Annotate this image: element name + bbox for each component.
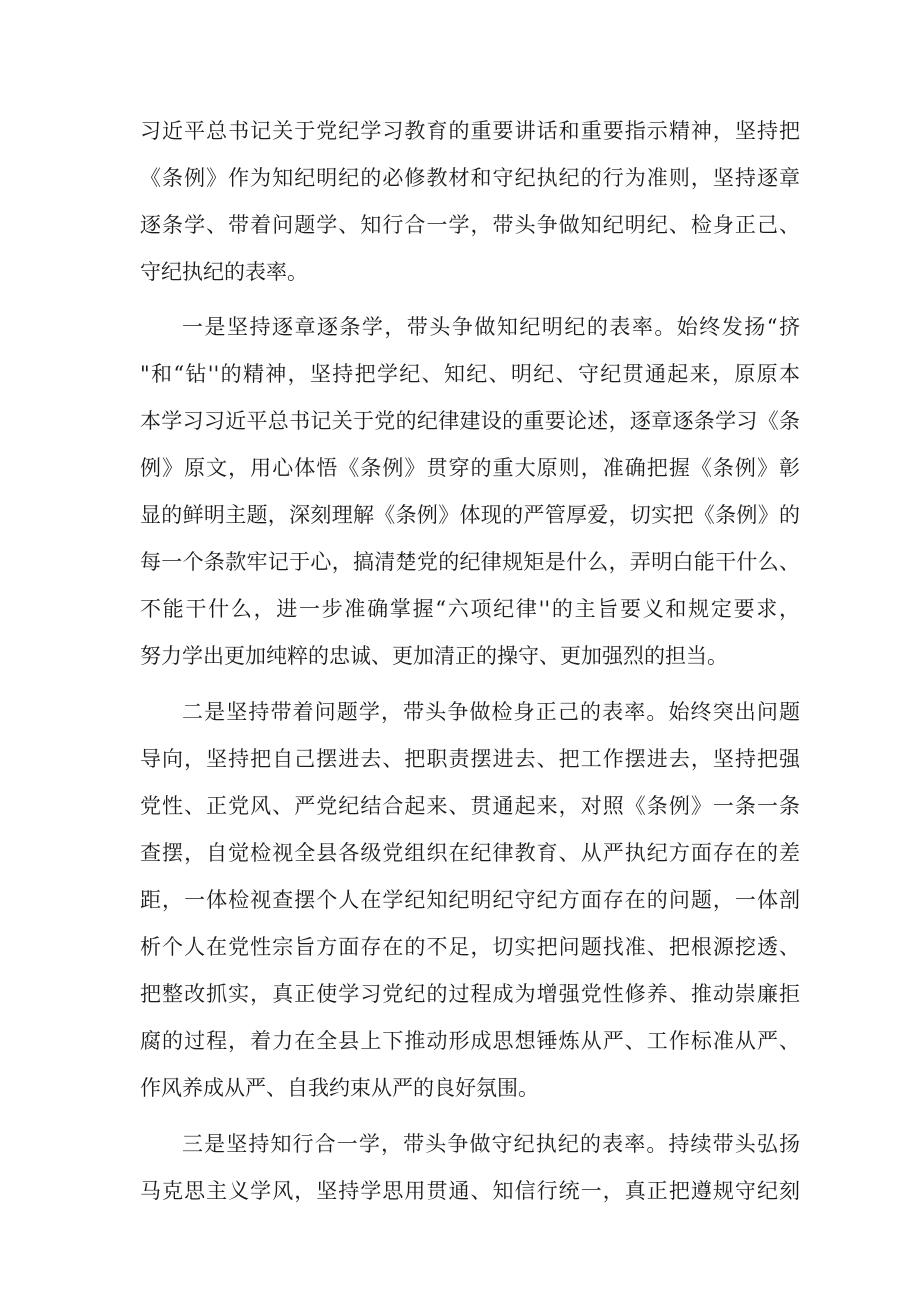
paragraph-3-line-3: 党性、正党风、严党纪结合起来、贯通起来，对照《条例》一条一条 — [140, 794, 800, 818]
paragraph-2-line-6: 每一个条款牢记于心，搞清楚党的纪律规矩是什么，弄明白能干什么、 — [140, 550, 800, 574]
paragraph-2-line-3: 本学习习近平总书记关于党的纪律建设的重要论述，逐章逐条学习《条 — [140, 409, 800, 433]
paragraph-2-line-7: 不能干什么，进一步准确掌握“六项纪律''的主旨要义和规定要求， — [140, 597, 800, 621]
paragraph-2-line-2: "和“钻''的精神，坚持把学纪、知纪、明纪、守纪贯通起来，原原本 — [140, 362, 800, 386]
paragraph-2-line-8: 努力学出更加纯粹的忠诚、更加清正的操守、更加强烈的担当。 — [140, 644, 728, 668]
paragraph-1-line-2: 《条例》作为知纪明纪的必修教材和守纪执纪的行为准则，坚持逐章 — [140, 166, 800, 190]
paragraph-4-line-1: 三是坚持知行合一学，带头争做守纪执纪的表率。持续带头弘扬 — [182, 1132, 800, 1156]
paragraph-3-line-2: 导向，坚持把自己摆进去、把职责摆进去、把工作摆进去，坚持把强 — [140, 747, 800, 771]
paragraph-2-line-1: 一是坚持逐章逐条学，带头争做知纪明纪的表率。始终发扬“挤 — [182, 315, 800, 339]
paragraph-3-line-5: 距，一体检视查摆个人在学纪知纪明纪守纪方面存在的问题，一体剖 — [140, 888, 800, 912]
paragraph-3-line-7: 把整改抓实，真正使学习党纪的过程成为增强党性修养、推动崇廉拒 — [140, 982, 800, 1006]
paragraph-1-line-1: 习近平总书记关于党纪学习教育的重要讲话和重要指示精神，坚持把 — [140, 119, 800, 143]
paragraph-3-line-9: 作风养成从严、自我约束从严的良好氛围。 — [140, 1076, 539, 1100]
paragraph-3-line-1: 二是坚持带着问题学，带头争做检身正己的表率。始终突出问题 — [182, 700, 800, 724]
paragraph-2-line-4: 例》原文，用心体悟《条例》贯穿的重大原则，准确把握《条例》彰 — [140, 456, 800, 480]
paragraph-3-line-4: 查摆，自觉检视全县各级党组织在纪律教育、从严执纪方面存在的差 — [140, 841, 800, 865]
paragraph-1-line-3: 逐条学、带着问题学、知行合一学，带头争做知纪明纪、检身正己、 — [140, 213, 800, 237]
paragraph-3-line-6: 析个人在党性宗旨方面存在的不足，切实把问题找准、把根源挖透、 — [140, 935, 800, 959]
paragraph-3-line-8: 腐的过程，着力在全县上下推动形成思想锤炼从严、工作标准从严、 — [140, 1029, 800, 1053]
paragraph-2-line-5: 显的鲜明主题，深刻理解《条例》体现的严管厚爱，切实把《条例》的 — [140, 503, 800, 527]
paragraph-1-line-4: 守纪执纪的表率。 — [140, 260, 308, 284]
paragraph-4-line-2: 马克思主义学风，坚持学思用贯通、知信行统一，真正把遵规守纪刻 — [140, 1179, 800, 1203]
